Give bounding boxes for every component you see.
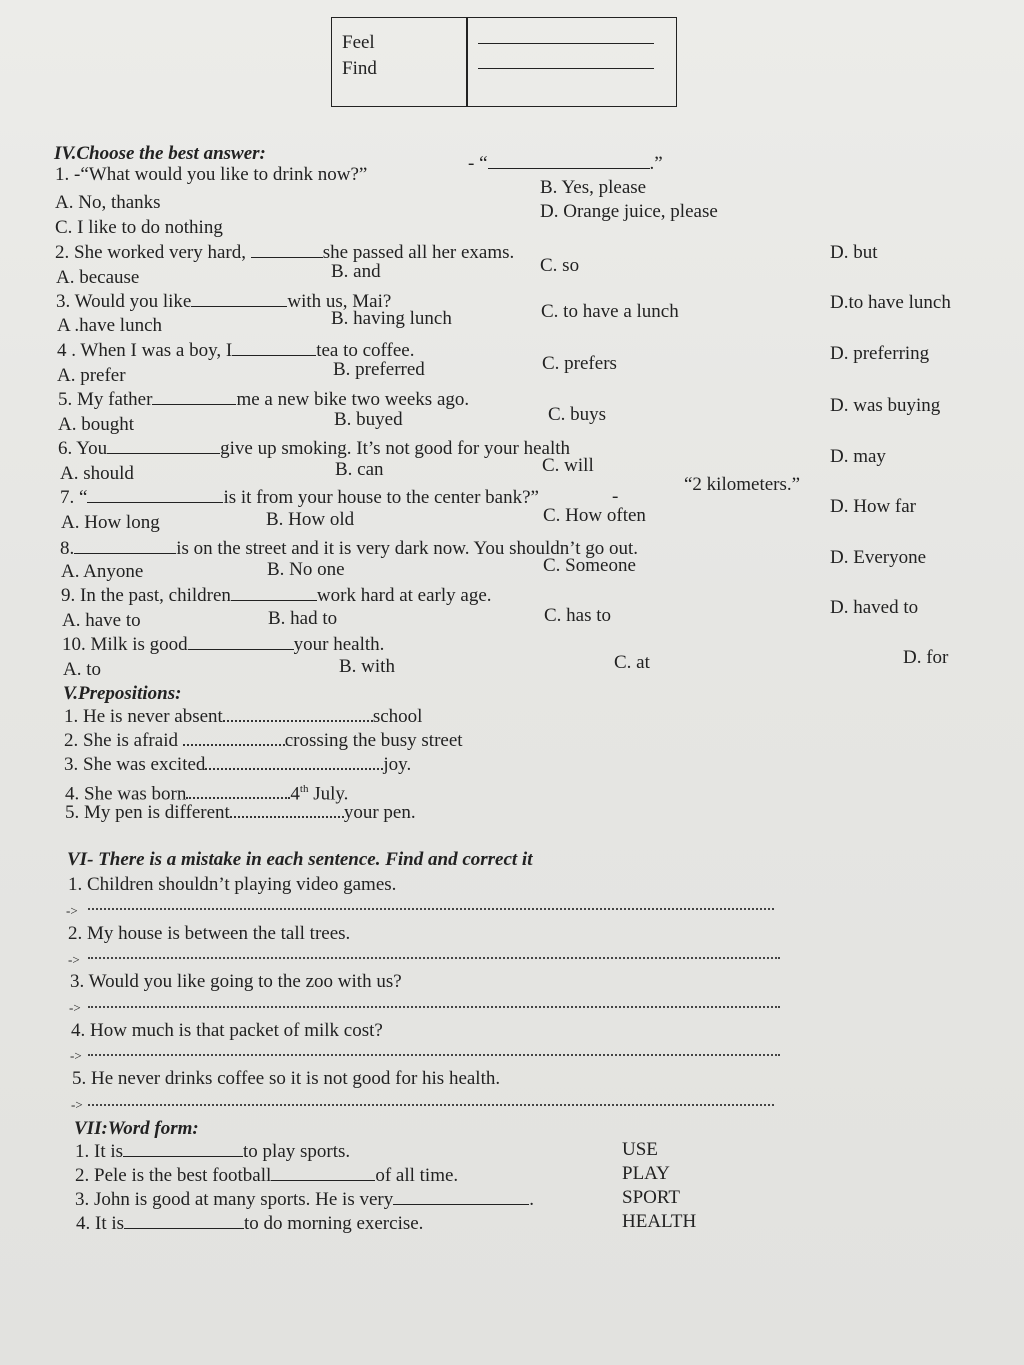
word-form-blank-2[interactable]: [271, 1164, 375, 1181]
mistake-item-5: 5. He never drinks coffee so it is not good for his health.: [72, 1068, 501, 1089]
q9-stem: 9. In the past, children work hard at early age.: [61, 585, 492, 606]
word-form-root-3: SPORT: [622, 1187, 680, 1208]
prep-blank-2[interactable]: [183, 730, 285, 746]
prep-blank-4[interactable]: [186, 783, 290, 799]
q6-option-c[interactable]: C. will: [542, 455, 594, 476]
q2-stem: 2. She worked very hard, she passed all her exams.: [55, 242, 515, 263]
mistake-arrow-1: ->: [66, 903, 78, 918]
q6-option-a[interactable]: A. should: [60, 463, 134, 484]
q5-option-d[interactable]: D. was buying: [830, 395, 941, 416]
mistake-item-1: 1. Children shouldn’t playing video games.: [68, 874, 397, 895]
q1-option-c[interactable]: C. I like to do nothing: [55, 217, 223, 238]
q2-option-d[interactable]: D. but: [830, 242, 878, 263]
prep-item-3: 3. She was excited joy.: [64, 754, 412, 775]
q9-option-d[interactable]: D. haved to: [830, 597, 919, 618]
q7-stem: 7. “ is it from your house to the center bank?”: [60, 487, 539, 508]
q6-option-d[interactable]: D. may: [830, 446, 886, 467]
section-4-title: IV.Choose the best answer:: [54, 143, 266, 164]
q4-blank[interactable]: [232, 339, 316, 356]
q2-option-a[interactable]: A. because: [56, 267, 140, 288]
q8-option-b[interactable]: B. No one: [267, 559, 345, 580]
word-form-blank-3[interactable]: [393, 1188, 529, 1205]
word-form-root-4: HEALTH: [622, 1211, 697, 1232]
q8-blank[interactable]: [74, 537, 176, 554]
q6-stem: 6. You give up smoking. It’s not good for your health: [58, 438, 571, 459]
q10-stem: 10. Milk is good your health.: [62, 634, 385, 655]
q1-option-b[interactable]: B. Yes, please: [540, 177, 647, 198]
q4-option-a[interactable]: A. prefer: [57, 365, 126, 386]
section-7-title: VII:Word form:: [74, 1118, 199, 1139]
prep-blank-1[interactable]: [223, 706, 373, 722]
prep-blank-5[interactable]: [230, 802, 344, 818]
table-answer-line-1[interactable]: [478, 43, 654, 44]
word-form-blank-1[interactable]: [123, 1140, 243, 1157]
mistake-arrow-2: ->: [68, 952, 80, 967]
q1-reply: - “ .”: [468, 153, 663, 174]
word-form-item-4: 4. It is to do morning exercise.: [76, 1213, 424, 1234]
q10-blank[interactable]: [188, 633, 294, 650]
q9-option-b[interactable]: B. had to: [268, 608, 338, 629]
q5-option-c[interactable]: C. buys: [548, 404, 607, 425]
word-form-root-2: PLAY: [622, 1163, 670, 1184]
q5-option-a[interactable]: A. bought: [58, 414, 134, 435]
q7-reply: “2 kilometers.”: [684, 474, 801, 495]
q3-blank[interactable]: [191, 290, 287, 307]
mistake-arrow-3: ->: [69, 1000, 81, 1015]
q2-blank[interactable]: [251, 241, 323, 258]
q4-stem: 4 . When I was a boy, I tea to coffee.: [57, 340, 415, 361]
q5-option-b[interactable]: B. buyed: [334, 409, 403, 430]
q1-blank[interactable]: [488, 152, 650, 169]
q2-option-c[interactable]: C. so: [540, 255, 580, 276]
section-5-title: V.Prepositions:: [63, 683, 182, 704]
q3-option-c[interactable]: C. to have a lunch: [541, 301, 679, 322]
q7-option-a[interactable]: A. How long: [61, 512, 160, 533]
q8-option-a[interactable]: A. Anyone: [61, 561, 144, 582]
q1-option-d[interactable]: D. Orange juice, please: [540, 201, 718, 222]
mistake-arrow-4: ->: [70, 1048, 82, 1063]
table-divider: [466, 18, 468, 106]
q9-option-c[interactable]: C. has to: [544, 605, 612, 626]
q4-option-c[interactable]: C. prefers: [542, 353, 617, 374]
table-word-feel: Feel: [342, 32, 375, 53]
q9-blank[interactable]: [231, 584, 317, 601]
q3-option-d[interactable]: D.to have lunch: [830, 292, 951, 313]
mistake-item-2: 2. My house is between the tall trees.: [68, 923, 351, 944]
prep-blank-3[interactable]: [205, 754, 383, 770]
q1-stem: 1. -“What would you like to drink now?”: [55, 164, 368, 185]
word-form-item-3: 3. John is good at many sports. He is very .: [75, 1189, 534, 1210]
q3-stem: 3. Would you like with us, Mai?: [56, 291, 392, 312]
q4-option-d[interactable]: D. preferring: [830, 343, 930, 364]
q7-option-c[interactable]: C. How often: [543, 505, 646, 526]
mistake-answer-line-3[interactable]: [88, 1006, 780, 1008]
table-answer-line-2[interactable]: [478, 68, 654, 69]
q5-blank[interactable]: [152, 388, 236, 405]
prep-item-2: 2. She is afraid crossing the busy street: [64, 730, 463, 751]
q10-option-d[interactable]: D. for: [903, 647, 949, 668]
q5-stem: 5. My father me a new bike two weeks ago.: [58, 389, 470, 410]
word-form-item-2: 2. Pele is the best football of all time.: [75, 1165, 459, 1186]
q8-stem: 8. is on the street and it is very dark now. You shouldn’t go out.: [60, 538, 639, 559]
q10-option-a[interactable]: A. to: [63, 659, 101, 680]
section-6-title: VI- There is a mistake in each sentence. Find and correct it: [67, 849, 533, 870]
q6-option-b[interactable]: B. can: [335, 459, 384, 480]
word-form-root-1: USE: [622, 1139, 658, 1160]
q7-dash: -: [612, 486, 619, 507]
word-form-item-1: 1. It is to play sports.: [75, 1141, 351, 1162]
q10-option-c[interactable]: C. at: [614, 652, 650, 673]
table-word-find: Find: [342, 58, 377, 79]
q7-blank[interactable]: [87, 486, 223, 503]
mistake-item-3: 3. Would you like going to the zoo with us?: [70, 971, 402, 992]
q1-option-a[interactable]: A. No, thanks: [55, 192, 161, 213]
q10-option-b[interactable]: B. with: [339, 656, 395, 677]
mistake-answer-line-4[interactable]: [88, 1054, 780, 1056]
prep-item-1: 1. He is never absent school: [64, 706, 423, 727]
mistake-arrow-5: ->: [71, 1097, 83, 1112]
prep-item-5: 5. My pen is different your pen.: [65, 802, 416, 823]
q4-option-b[interactable]: B. preferred: [333, 359, 425, 380]
q8-option-d[interactable]: D. Everyone: [830, 547, 927, 568]
q2-option-b[interactable]: B. and: [331, 261, 381, 282]
q7-option-d[interactable]: D. How far: [830, 496, 917, 517]
mistake-answer-line-1[interactable]: [88, 908, 774, 910]
prep-item-4: 4. She was born 4th July.: [65, 783, 349, 805]
mistake-item-4: 4. How much is that packet of milk cost?: [71, 1020, 383, 1041]
word-form-blank-4[interactable]: [124, 1212, 244, 1229]
q6-blank[interactable]: [107, 437, 220, 454]
mistake-answer-line-2[interactable]: [88, 957, 780, 959]
q9-option-a[interactable]: A. have to: [62, 610, 141, 631]
q7-option-b[interactable]: B. How old: [266, 509, 355, 530]
q8-option-c[interactable]: C. Someone: [543, 555, 636, 576]
q3-option-a[interactable]: A .have lunch: [57, 315, 163, 336]
q3-option-b[interactable]: B. having lunch: [331, 308, 452, 329]
vocab-table: [331, 17, 677, 107]
mistake-answer-line-5[interactable]: [88, 1104, 774, 1106]
